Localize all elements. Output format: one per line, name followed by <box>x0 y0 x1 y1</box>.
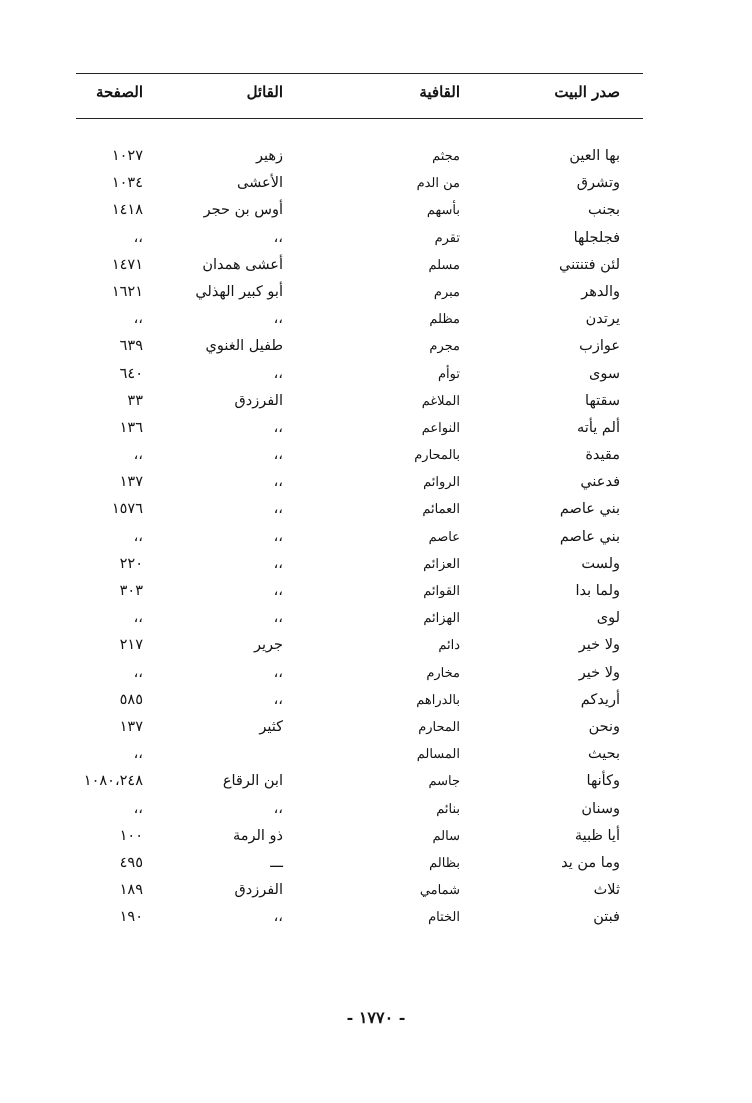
qail-cell: الفرزدق <box>234 392 283 409</box>
page-cell: ٦٣٩ <box>119 338 143 355</box>
page-cell: ١٣٦ <box>119 419 143 436</box>
qafiya-cell: المحارم <box>418 719 460 735</box>
page-cell: ،، <box>133 664 143 681</box>
verse-index-table-body <box>0 143 752 931</box>
qail-cell: طفيل الغنوي <box>205 338 283 355</box>
sadr-cell: بحيث <box>587 746 620 763</box>
qafiya-cell: بالمحارم <box>414 448 460 464</box>
page-cell: ،، <box>133 800 143 817</box>
qafiya-cell: بنائم <box>436 801 460 817</box>
qail-cell: كثير <box>259 718 283 735</box>
column-header-page: الصفحة <box>95 83 143 101</box>
column-header-qafiya: القافية <box>419 83 460 101</box>
qafiya-cell: دائم <box>438 638 460 654</box>
table-row <box>0 877 752 904</box>
table-row <box>0 796 752 823</box>
page-cell: ١٠٢٧ <box>111 148 143 164</box>
table-row <box>0 551 752 578</box>
qail-cell: ،، <box>273 447 283 464</box>
qafiya-cell: مجرم <box>429 339 460 355</box>
sadr-cell: لوى <box>596 610 620 627</box>
page-cell: ٢٢٠ <box>119 555 143 572</box>
page-cell: ٥٨٥ <box>119 691 143 708</box>
column-header-sadr: صدر البيت <box>554 83 620 101</box>
qafiya-cell: توأم <box>438 366 460 382</box>
sadr-cell: ألم يأته <box>577 419 620 436</box>
qafiya-cell: سالم <box>432 828 460 844</box>
table-row <box>0 823 752 850</box>
sadr-cell: سقتها <box>585 392 620 409</box>
qafiya-cell: من الدم <box>416 176 460 192</box>
table-row <box>0 225 752 252</box>
qail-cell: ،، <box>273 528 283 545</box>
page-cell: ،، <box>133 447 143 464</box>
table-row <box>0 714 752 741</box>
sadr-cell: وكأنها <box>586 773 620 790</box>
page-cell: ١٠٣٤ <box>111 175 143 192</box>
sadr-cell: والدهر <box>581 283 620 300</box>
page-cell: ١٣٧ <box>119 718 143 735</box>
table-row <box>0 524 752 551</box>
qail-cell: أعشى همدان <box>202 256 283 273</box>
sadr-cell: ولست <box>581 555 620 572</box>
qail-cell: ،، <box>273 555 283 572</box>
table-row <box>0 632 752 659</box>
qail-cell: زهير <box>255 148 283 164</box>
table-row <box>0 197 752 224</box>
sadr-cell: عوازب <box>579 338 620 355</box>
qafiya-cell: العزائم <box>423 556 460 572</box>
sadr-cell: بني عاصم <box>559 528 620 545</box>
table-row <box>0 388 752 415</box>
qail-cell: الفرزدق <box>234 882 283 899</box>
sadr-cell: وسنان <box>581 800 620 817</box>
qafiya-cell: مبرم <box>433 284 460 300</box>
sadr-cell: وما من يد <box>561 854 620 871</box>
qail-cell: ،، <box>273 583 283 599</box>
qafiya-cell: مسلم <box>428 257 460 273</box>
qafiya-cell: بأسهم <box>426 203 460 219</box>
page-cell: ،، <box>133 746 143 763</box>
qail-cell: ذو الرمة <box>232 827 283 844</box>
qafiya-cell: الهزائم <box>423 611 460 627</box>
table-row <box>0 469 752 496</box>
table-row <box>0 768 752 795</box>
qail-cell: ،، <box>273 311 283 328</box>
sadr-cell: ثلاث <box>593 882 620 899</box>
table-header-rule <box>76 118 643 119</box>
qail-cell: ،، <box>273 365 283 382</box>
qail-cell: ،، <box>273 800 283 817</box>
page-cell: ،، <box>133 229 143 246</box>
qail-cell: ابن الرقاع <box>222 773 283 790</box>
qafiya-cell: الملاغم <box>421 393 460 409</box>
page-cell: ٢١٧ <box>119 637 143 654</box>
page-cell: ١٤٧١ <box>111 256 143 273</box>
table-row <box>0 143 752 170</box>
qail-cell: أوس بن حجر <box>203 202 283 219</box>
page-cell: ١٥٧٦ <box>111 501 143 518</box>
sadr-cell: ولا خير <box>578 637 620 654</box>
page-cell: ٣٣ <box>127 392 143 409</box>
qafiya-cell: بظالم <box>429 855 460 871</box>
table-row <box>0 252 752 279</box>
table-row <box>0 850 752 877</box>
qafiya-cell: القوائم <box>423 584 460 599</box>
qafiya-cell: تقرم <box>434 230 460 246</box>
sadr-cell: أريدكم <box>580 691 620 708</box>
table-row <box>0 741 752 768</box>
qail-cell: ـــ <box>270 854 283 871</box>
qail-cell: ،، <box>273 474 283 491</box>
sadr-cell: أيا ظبية <box>574 827 620 844</box>
sadr-cell: فدعني <box>580 474 620 491</box>
qail-cell: ،، <box>273 664 283 681</box>
sadr-cell: ولما بدا <box>575 583 620 599</box>
page-cell: ٦٤٠ <box>119 365 143 382</box>
qafiya-cell: مخارم <box>426 665 460 681</box>
qail-cell: ،، <box>273 909 283 926</box>
qail-cell: ،، <box>273 229 283 246</box>
table-row <box>0 578 752 605</box>
sadr-cell: بجنب <box>587 202 620 219</box>
sadr-cell: مقيدة <box>585 447 620 464</box>
table-row <box>0 170 752 197</box>
sadr-cell: ونحن <box>588 718 620 735</box>
table-row <box>0 306 752 333</box>
table-row <box>0 496 752 523</box>
qail-cell: ،، <box>273 419 283 436</box>
sadr-cell: فبتن <box>593 909 620 926</box>
page-cell: ١٨٩ <box>119 882 143 899</box>
sadr-cell: لئن فتنتني <box>559 256 620 273</box>
page-cell: ١٦٢١ <box>111 283 143 300</box>
sadr-cell: بني عاصم <box>559 501 620 518</box>
qail-cell: جرير <box>254 637 283 654</box>
qafiya-cell: جاسم <box>428 774 460 790</box>
sadr-cell: فجلجلها <box>573 229 620 246</box>
qafiya-cell: مظلم <box>429 312 460 328</box>
page-cell: ١٣٧ <box>119 474 143 491</box>
table-top-rule <box>76 73 643 74</box>
qail-cell: أبو كبير الهذلي <box>195 283 283 300</box>
page-cell: ،، <box>133 528 143 545</box>
qail-cell: ،، <box>273 610 283 627</box>
table-row <box>0 279 752 306</box>
table-row <box>0 605 752 632</box>
table-row <box>0 904 752 931</box>
sadr-cell: وتشرق <box>576 175 620 192</box>
qail-cell: ،، <box>273 691 283 708</box>
qafiya-cell: بالدراهم <box>416 692 460 708</box>
table-row <box>0 361 752 388</box>
sadr-cell: يرتدن <box>585 311 620 328</box>
qafiya-cell: عاصم <box>428 529 460 545</box>
sadr-cell: سوى <box>589 365 620 382</box>
page-cell: ١٤١٨ <box>111 202 143 219</box>
page-cell: ١٠٨٠،٢٤٨ <box>83 773 143 790</box>
table-row <box>0 687 752 714</box>
sadr-cell: ولا خير <box>578 664 620 681</box>
page-cell: ،، <box>133 610 143 627</box>
qafiya-cell: شمامي <box>419 883 460 899</box>
qafiya-cell: الختام <box>428 910 460 926</box>
page-cell: ١٠٠ <box>119 827 143 844</box>
table-row <box>0 415 752 442</box>
qafiya-cell: النواعم <box>421 420 460 436</box>
sadr-cell: بها العين <box>569 148 620 164</box>
page-cell: ،، <box>133 311 143 328</box>
page-cell: ٤٩٥ <box>119 854 143 871</box>
qafiya-cell: الروائم <box>423 475 460 491</box>
column-header-qail: القائل <box>246 83 283 101</box>
qafiya-cell: مجثم <box>432 149 460 164</box>
qail-cell: الأعشى <box>237 175 283 192</box>
qafiya-cell: العمائم <box>422 502 460 518</box>
table-row <box>0 333 752 360</box>
table-row <box>0 660 752 687</box>
qail-cell: ،، <box>273 501 283 518</box>
table-row <box>0 442 752 469</box>
page-cell: ٣٠٣ <box>119 583 143 599</box>
page-cell: ١٩٠ <box>119 909 143 926</box>
qafiya-cell: المسالم <box>416 747 460 763</box>
page-number: - ١٧٧٠ - <box>346 1008 406 1027</box>
